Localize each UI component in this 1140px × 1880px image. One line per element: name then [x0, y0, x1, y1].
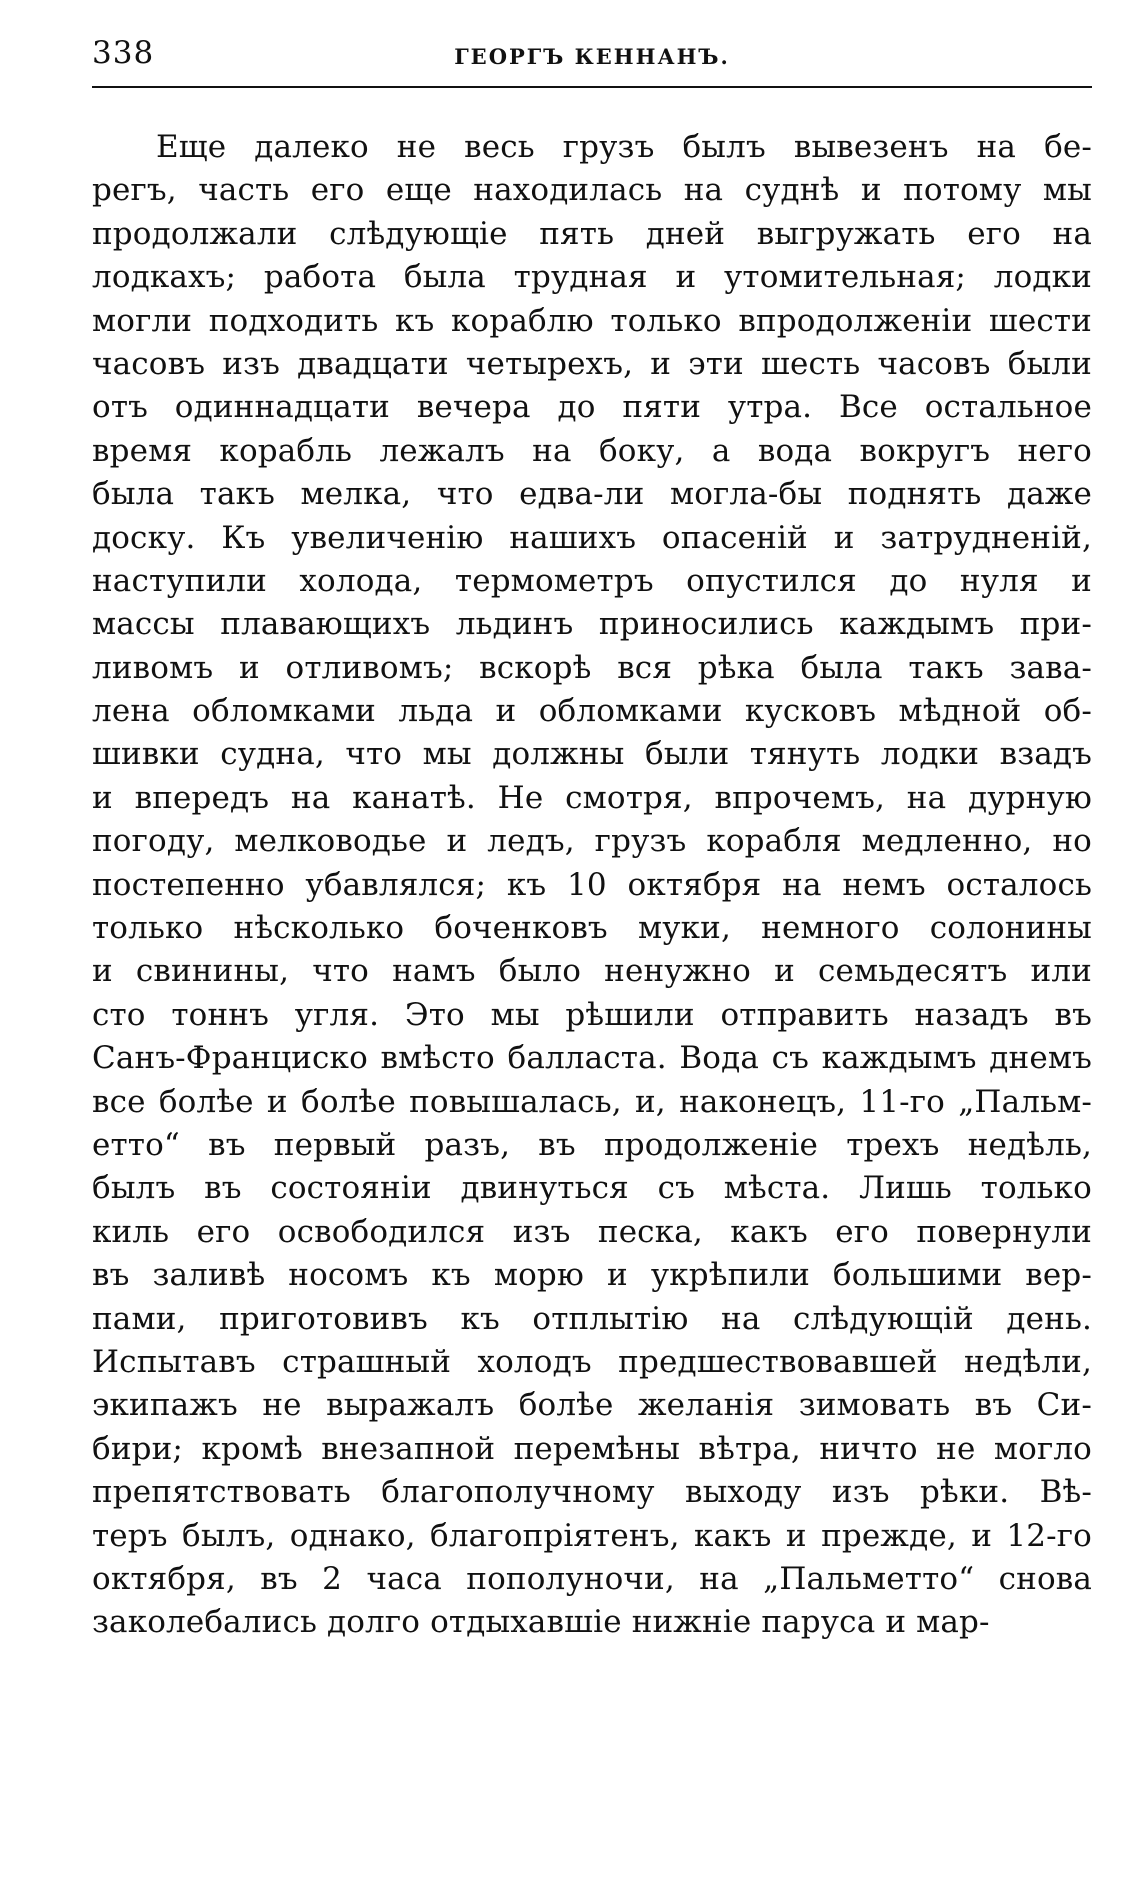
text-line: и свинины, что намъ было ненужно и семьдесятъ или	[92, 953, 1092, 990]
text-line: массы плавающихъ льдинъ приносились каждымъ при-	[92, 606, 1092, 643]
text-line: отъ одиннадцати вечера до пяти утра. Все остальное	[92, 389, 1092, 426]
text-line: доску. Къ увеличенію нашихъ опасеній и затрудненій,	[92, 519, 1092, 556]
text-line: погоду, мелководье и ледъ, грузъ корабля медленно, но	[92, 823, 1092, 860]
text-line: продолжали слѣдующіе пять дней выгружать его на	[92, 215, 1092, 252]
text-line: часовъ изъ двадцати четырехъ, и эти шесть часовъ были	[92, 345, 1092, 382]
page-header	[92, 35, 1092, 90]
text-line: киль его освободился изъ песка, какъ его повернули	[92, 1213, 1092, 1250]
text-line: лодкахъ; работа была трудная и утомительная; лодки	[92, 259, 1092, 296]
text-line: теръ былъ, однако, благопріятенъ, какъ и прежде, и 12-го	[92, 1517, 1092, 1554]
text-line: регъ, часть его еще находилась на суднѣ и потому мы	[92, 172, 1092, 209]
text-line: сто тоннъ угля. Это мы рѣшили отправить назадъ въ	[92, 996, 1092, 1033]
text-line: октября, въ 2 часа пополуночи, на „Пальметто“ снова	[92, 1560, 1092, 1597]
text-line: шивки судна, что мы должны были тянуть лодки взадъ	[92, 736, 1092, 773]
header-rule	[92, 86, 1092, 88]
text-line: Испытавъ страшный холодъ предшествовавшей недѣли,	[92, 1343, 1092, 1380]
page-number: 338	[92, 35, 155, 71]
text-line: былъ въ состояніи двинуться съ мѣста. Лишь только	[92, 1170, 1092, 1207]
text-line: только нѣсколько боченковъ муки, немного солонины	[92, 910, 1092, 947]
text-line: препятствовать благополучному выходу изъ рѣки. Вѣ-	[92, 1474, 1092, 1511]
body-text	[92, 126, 1092, 1645]
text-line: могли подходить къ кораблю только впродолженіи шести	[92, 302, 1092, 339]
text-line: все болѣе и болѣе повышалась, и, наконецъ, 11-го „Пальм-	[92, 1083, 1092, 1120]
text-line: наступили холода, термометръ опустился до нуля и	[92, 562, 1092, 599]
text-line: етто“ въ первый разъ, въ продолженіе трехъ недѣль,	[92, 1126, 1092, 1163]
text-line: была такъ мелка, что едва-ли могла-бы поднять даже	[92, 476, 1092, 513]
text-line: постепенно убавлялся; къ 10 октября на немъ осталось	[92, 866, 1092, 903]
text-line: въ заливѣ носомъ къ морю и укрѣпили большими вер-	[92, 1257, 1092, 1294]
text-line: время корабль лежалъ на боку, а вода вокругъ него	[92, 432, 1092, 469]
text-line: бири; кромѣ внезапной перемѣны вѣтра, ничто не могло	[92, 1430, 1092, 1467]
running-head: ГЕОРГЪ КЕННАНЪ.	[454, 44, 730, 69]
text-line: экипажъ не выражалъ болѣе желанія зимовать въ Си-	[92, 1387, 1092, 1424]
text-line: ливомъ и отливомъ; вскорѣ вся рѣка была такъ зава-	[92, 649, 1092, 686]
text-line: пами, приготовивъ къ отплытію на слѣдующій день.	[92, 1300, 1092, 1337]
text-line: лена обломками льда и обломками кусковъ мѣдной об-	[92, 693, 1092, 730]
text-line: и впередъ на канатѣ. Не смотря, впрочемъ, на дурную	[92, 779, 1092, 816]
text-line: заколебались долго отдыхавшіе нижніе паруса и мар-	[92, 1604, 990, 1641]
text-line: Санъ-Франциско вмѣсто балласта. Вода съ каждымъ днемъ	[92, 1040, 1092, 1077]
text-line: Еще далеко не весь грузъ былъ вывезенъ на бе-	[156, 129, 1092, 165]
